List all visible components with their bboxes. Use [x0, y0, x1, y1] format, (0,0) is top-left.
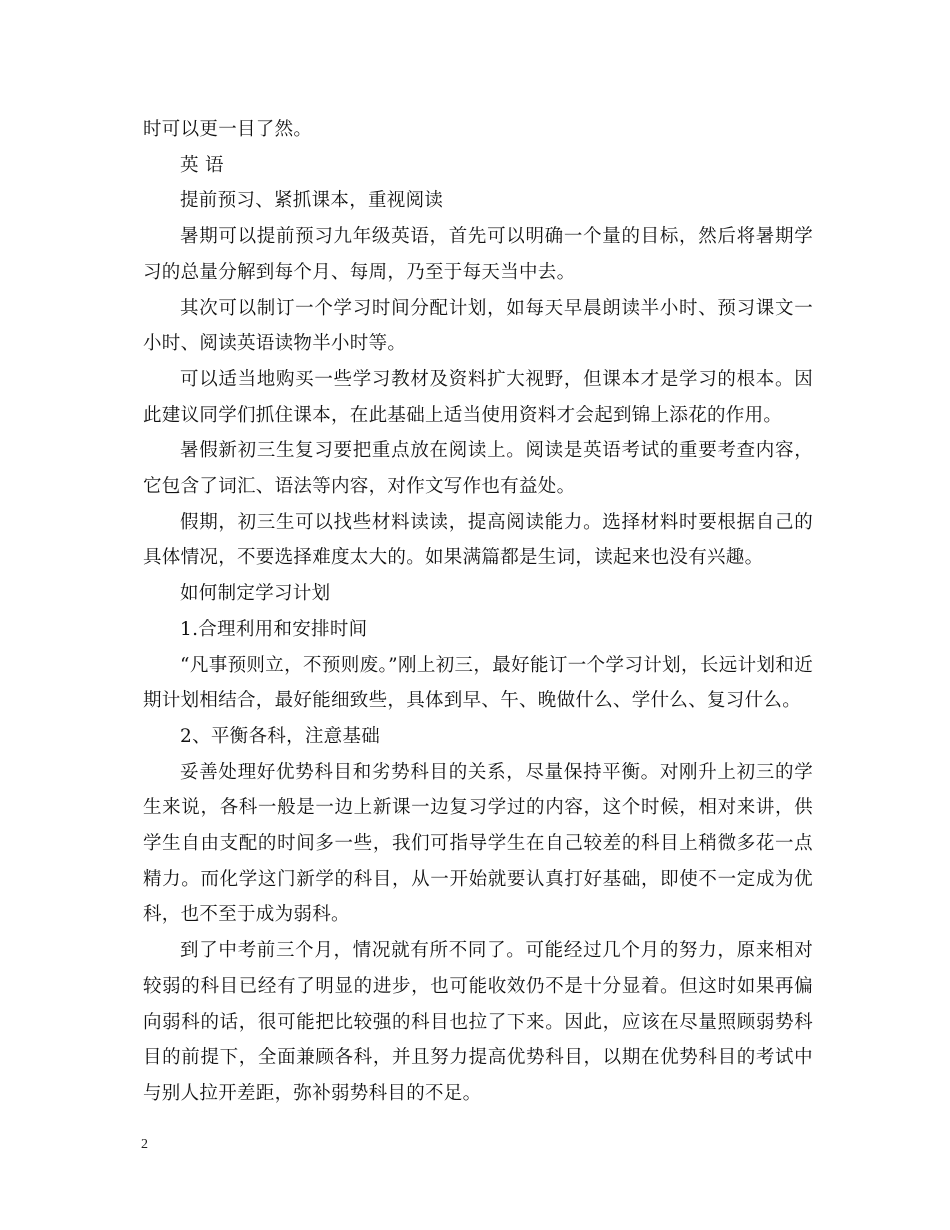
paragraph: “凡事预则立，不预则废。”刚上初三，最好能订一个学习计划，长远计划和近期计划相结合，最好能细致些，具体到早、午、晚做什么、学什么、复习什么。	[143, 654, 813, 712]
page-number: 2	[141, 1137, 148, 1152]
section-heading-english: 英 语	[180, 154, 224, 176]
document-body	[143, 112, 813, 1112]
subheading-time-management: 1.合理利用和安排时间	[180, 618, 368, 640]
paragraph: 其次可以制订一个学习时间分配计划，如每天早晨朗读半小时、预习课文一小时、阅读英语读物半小时等。	[143, 297, 813, 355]
paragraph: 假期，初三生可以找些材料读读，提高阅读能力。选择材料时要根据自己的具体情况，不要选择难度太大的。如果满篇都是生词，读起来也没有兴趣。	[143, 511, 813, 569]
subheading-preview-textbook-reading: 提前预习、紧抓课本，重视阅读	[180, 190, 444, 212]
paragraph: 到了中考前三个月，情况就有所不同了。可能经过几个月的努力，原来相对较弱的科目已经有了明显的进步，也可能收效仍不是十分显着。但这时如果再偏向弱科的话，很可能把比较强的科目也拉了下来。因此，应该在尽量照顾弱势科目的前提下，全面兼顾各科，并且努力提高优势科目，以期在优势科目的考试中与别人拉开差距，弥补弱势科目的不足。	[143, 940, 813, 1104]
paragraph: 可以适当地购买一些学习教材及资料扩大视野，但课本才是学习的根本。因此建议同学们抓住课本，在此基础上适当使用资料才会起到锦上添花的作用。	[143, 368, 813, 426]
section-heading-study-plan: 如何制定学习计划	[180, 583, 331, 605]
paragraph: 暑假新初三生复习要把重点放在阅读上。阅读是英语考试的重要考查内容，它包含了词汇、语法等内容，对作文写作也有益处。	[143, 440, 813, 498]
subheading-balance-subjects: 2、平衡各科，注意基础	[180, 725, 381, 747]
paragraph: 暑期可以提前预习九年级英语，首先可以明确一个量的目标，然后将暑期学习的总量分解到每个月、每周，乃至于每天当中去。	[143, 226, 813, 283]
paragraph: 妥善处理好优势科目和劣势科目的关系，尽量保持平衡。对刚升上初三的学生来说，各科一般是一边上新课一边复习学过的内容，这个时候，相对来讲，供学生自由支配的时间多一些，我们可指导学生在自己较差的科目上稍微多花一点精力。而化学这门新学的科目，从一开始就要认真打好基础，即使不一定成为优科，也不至于成为弱科。	[143, 761, 813, 926]
paragraph-continuation: 时可以更一目了然。	[143, 119, 313, 140]
